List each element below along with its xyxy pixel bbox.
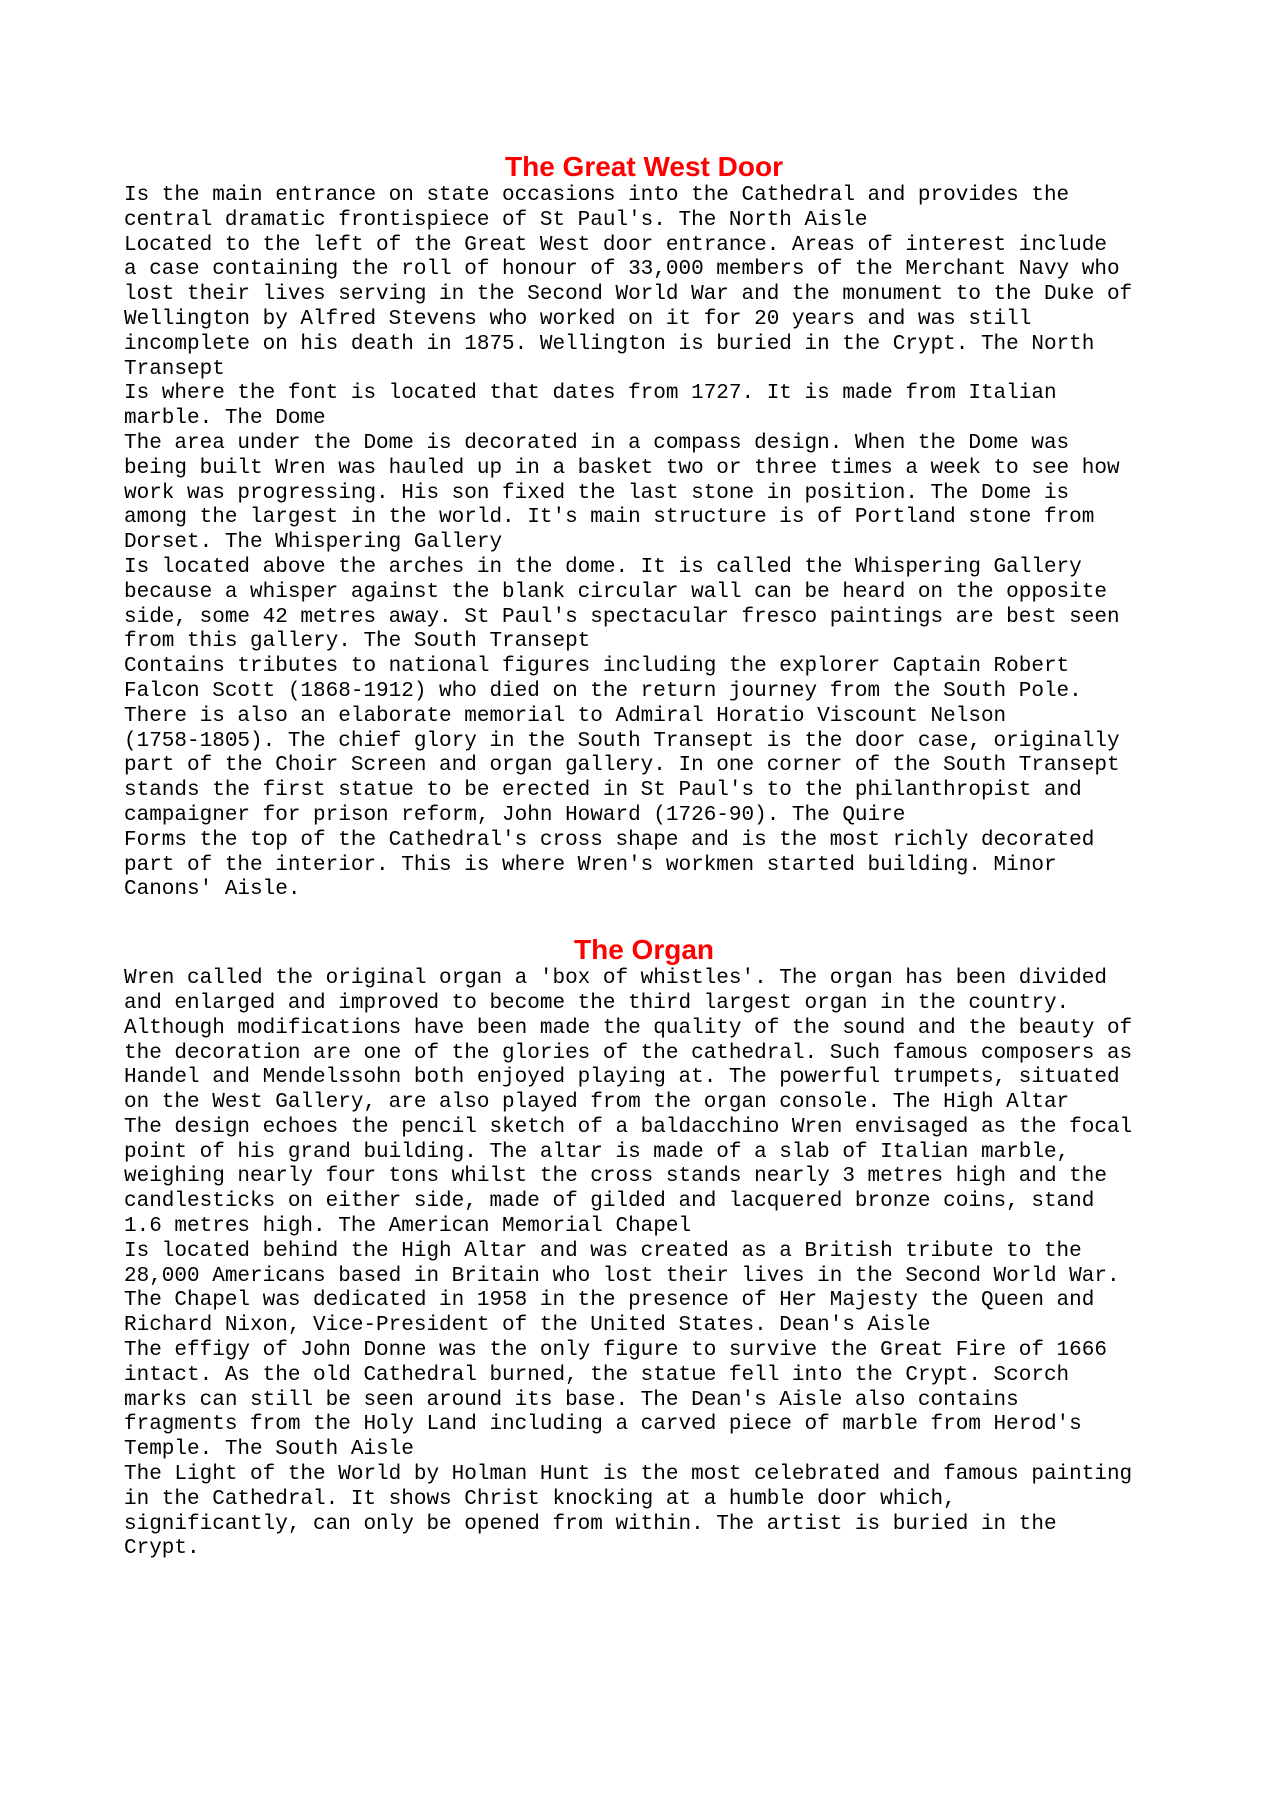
- text-line: Forms the top of the Cathedral's cross shape and is the most richly decorated: [124, 828, 1095, 852]
- text-line: on the West Gallery, are also played from the organ console. The High Altar: [124, 1091, 1070, 1115]
- text-line: Dorset. The Whispering Gallery: [124, 531, 503, 555]
- text-line: 28,000 Americans based in Britain who lost their lives in the Second World War.: [124, 1264, 1120, 1288]
- text-line: Is located behind the High Altar and was created as a British tribute to the: [124, 1239, 1082, 1263]
- text-line: Crypt.: [124, 1537, 200, 1561]
- text-line: intact. As the old Cathedral burned, the statue fell into the Crypt. Scorch: [124, 1363, 1070, 1387]
- text-line: Wellington by Alfred Stevens who worked on it for 20 years and was still: [124, 307, 1032, 331]
- section-organ: [124, 933, 1164, 1562]
- text-line: Canons' Aisle.: [124, 878, 301, 902]
- text-line: Is located above the arches in the dome. It is called the Whispering Gallery: [124, 555, 1082, 579]
- text-line: Is the main entrance on state occasions into the Cathedral and provides the: [124, 184, 1070, 207]
- text-line: The area under the Dome is decorated in a compass design. When the Dome was: [124, 431, 1070, 455]
- section-body: [124, 967, 1164, 1562]
- text-line: stands the first statue to be erected in St Paul's to the philanthropist and: [124, 779, 1082, 803]
- text-line: Handel and Mendelssohn both enjoyed playing at. The powerful trumpets, situated: [124, 1066, 1120, 1090]
- text-line: Falcon Scott (1868-1912) who died on the return journey from the South Pole.: [124, 679, 1082, 703]
- text-line: lost their lives serving in the Second World War and the monument to the Duke of: [124, 283, 1133, 307]
- text-line: point of his grand building. The altar is made of a slab of Italian marble,: [124, 1140, 1070, 1164]
- text-line: significantly, can only be opened from within. The artist is buried in the: [124, 1512, 1057, 1536]
- text-line: and enlarged and improved to become the third largest organ in the country.: [124, 991, 1070, 1015]
- text-line: fragments from the Holy Land including a carved piece of marble from Herod's: [124, 1413, 1082, 1437]
- section-great-west-door: [124, 150, 1164, 903]
- text-line: work was progressing. His son fixed the last stone in position. The Dome is: [124, 481, 1070, 505]
- text-line: the decoration are one of the glories of the cathedral. Such famous composers as: [124, 1041, 1133, 1065]
- text-line: Temple. The South Aisle: [124, 1438, 414, 1462]
- text-line: in the Cathedral. It shows Christ knocking at a humble door which,: [124, 1487, 956, 1511]
- text-line: The Chapel was dedicated in 1958 in the presence of Her Majesty the Queen and: [124, 1289, 1095, 1313]
- text-line: side, some 42 metres away. St Paul's spectacular fresco paintings are best seen: [124, 605, 1120, 629]
- text-line: weighing nearly four tons whilst the cross stands nearly 3 metres high and the: [124, 1165, 1107, 1189]
- text-line: campaigner for prison reform, John Howard (1726-90). The Quire: [124, 803, 906, 827]
- text-line: central dramatic frontispiece of St Paul's. The North Aisle: [124, 208, 868, 232]
- text-line: There is also an elaborate memorial to Admiral Horatio Viscount Nelson: [124, 704, 1007, 728]
- text-line: The Light of the World by Holman Hunt is the most celebrated and famous painting: [124, 1463, 1133, 1487]
- text-line: because a whisper against the blank circular wall can be heard on the opposite: [124, 580, 1107, 604]
- text-line: Located to the left of the Great West door entrance. Areas of interest include: [124, 233, 1107, 257]
- section-title: The Organ: [573, 934, 714, 966]
- section-body: [124, 184, 1164, 903]
- text-line: Transept: [124, 357, 225, 381]
- text-line: Is where the font is located that dates from 1727. It is made from Italian: [124, 382, 1057, 406]
- text-line: from this gallery. The South Transept: [124, 630, 591, 654]
- text-line: part of the interior. This is where Wren's workmen started building. Minor: [124, 853, 1057, 877]
- text-line: being built Wren was hauled up in a basket two or three times a week to see how: [124, 456, 1120, 480]
- text-line: Richard Nixon, Vice-President of the United States. Dean's Aisle: [124, 1314, 931, 1338]
- text-line: candlesticks on either side, made of gilded and lacquered bronze coins, stand: [124, 1190, 1095, 1214]
- document-page: [124, 150, 1164, 1562]
- text-line: a case containing the roll of honour of 33,000 members of the Merchant Navy who: [124, 258, 1120, 282]
- text-line: 1.6 metres high. The American Memorial Chapel: [124, 1215, 692, 1239]
- section-title: The Great West Door: [505, 151, 783, 182]
- text-line: Wren called the original organ a 'box of whistles'. The organ has been divided: [124, 967, 1107, 991]
- text-line: The design echoes the pencil sketch of a baldacchino Wren envisaged as the focal: [124, 1115, 1133, 1139]
- text-line: (1758-1805). The chief glory in the South Transept is the door case, originally: [124, 729, 1120, 753]
- text-line: incomplete on his death in 1875. Wellington is buried in the Crypt. The North: [124, 332, 1095, 356]
- text-line: Contains tributes to national figures including the explorer Captain Robert: [124, 655, 1070, 679]
- text-line: Although modifications have been made the quality of the sound and the beauty of: [124, 1016, 1133, 1040]
- text-line: part of the Choir Screen and organ gallery. In one corner of the South Transept: [124, 754, 1120, 778]
- text-line: marks can still be seen around its base. The Dean's Aisle also contains: [124, 1388, 1019, 1412]
- text-line: The effigy of John Donne was the only figure to survive the Great Fire of 1666: [124, 1339, 1107, 1363]
- text-line: marble. The Dome: [124, 407, 326, 431]
- text-line: among the largest in the world. It's main structure is of Portland stone from: [124, 506, 1095, 530]
